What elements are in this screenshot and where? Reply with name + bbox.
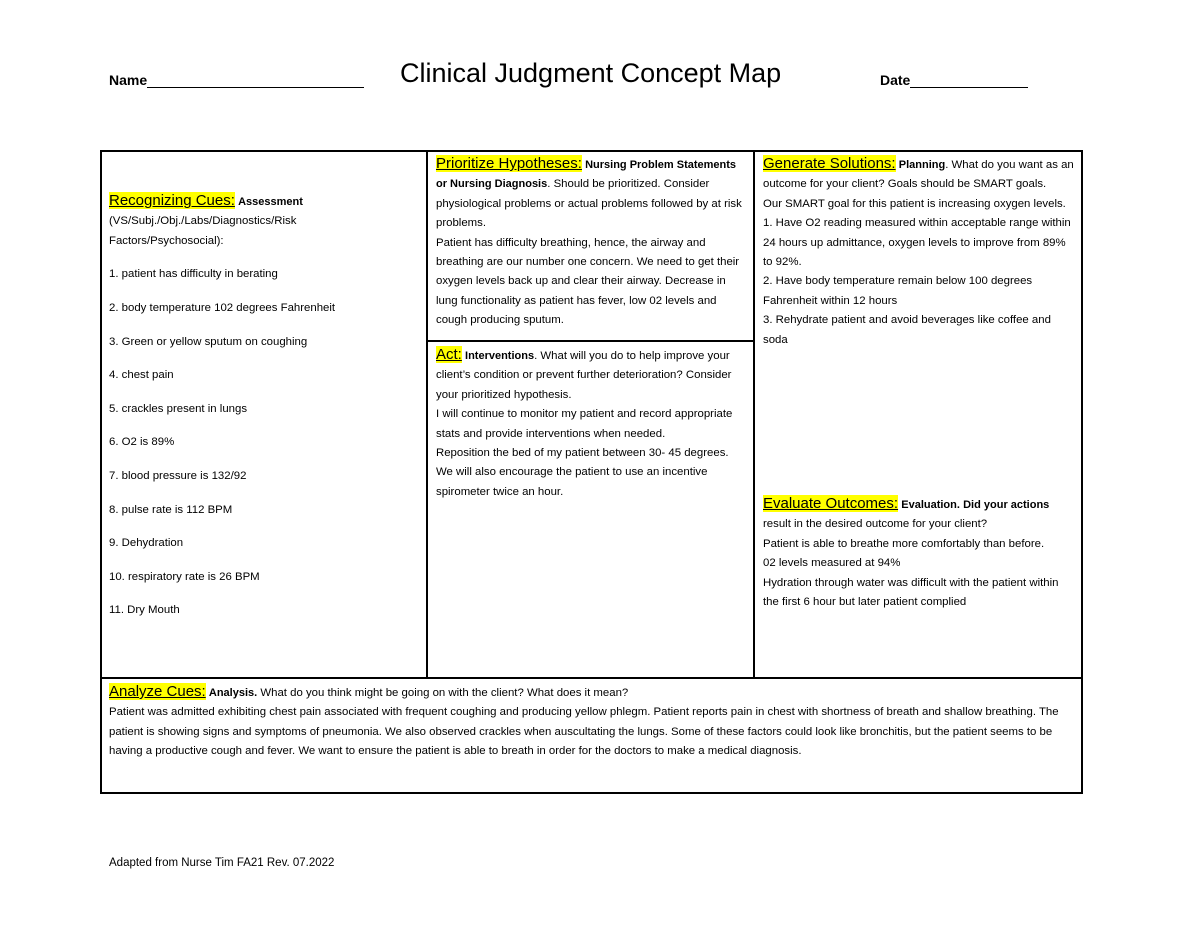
evaluate-desc-bold: Did your actions: [963, 499, 1050, 511]
list-item: 6. O2 is 89%: [109, 436, 175, 449]
date-line: [910, 73, 1028, 88]
page-title: Clinical Judgment Concept Map: [400, 58, 782, 88]
act-sub: Interventions: [465, 350, 535, 362]
analyze-sub: Analysis.: [208, 687, 258, 699]
recognizing-desc: (VS/Subj./Obj./Labs/Diagnostics/Risk Factors/Psychosocial):: [109, 215, 297, 247]
evaluate-sub: Evaluation.: [901, 499, 960, 511]
divider-col-2: [753, 150, 755, 679]
analyze-cues-cell: [109, 682, 1069, 762]
name-line: [147, 73, 364, 88]
act-desc: . What will you do to help improve your client’s condition or prevent further deterioration? Consider your prioritized hypothesis.: [436, 350, 732, 401]
generate-sub: Planning: [898, 159, 946, 171]
list-item: 2. body temperature 102 degrees Fahrenheit: [109, 302, 336, 314]
analyze-body: Patient was admitted exhibiting chest pain associated with frequent coughing and producing yellow phlegm. Patient reports pain in chest with shortness of breath and shallow breathing. The patient is showing signs and symptoms of pneumonia. We also observed crackles when auscultating the lungs. Some of these factors could look like bronchitis, but the patient seems to be having a productive cough and fever. We want to ensure the patient is able to breath in order for the doctors to make a medical diagnosis.: [109, 706, 1059, 758]
generate-line: 3. Rehydrate patient and avoid beverages like coffee and soda: [763, 314, 1051, 346]
recognizing-sub: Assessment: [238, 196, 303, 208]
recognizing-cues-cell: [109, 191, 414, 635]
recognizing-list: [109, 265, 414, 620]
act-cell: [436, 345, 748, 502]
act-line: We will also encourage the patient to use an incentive spirometer twice an hour.: [436, 466, 708, 498]
list-item: 4. chest pain: [109, 369, 174, 382]
divider-row: [100, 677, 1083, 679]
act-heading: Act:: [436, 346, 462, 363]
divider-col-1: [426, 150, 428, 679]
list-item: 8. pulse rate is 112 BPM: [109, 503, 233, 516]
generate-line: 2. Have body temperature remain below 100 degrees Fahrenheit within 12 hours: [763, 275, 1033, 307]
prioritize-heading: Prioritize Hypotheses:: [436, 155, 582, 172]
footer-note: Adapted from Nurse Tim FA21 Rev. 07.2022: [109, 857, 335, 869]
prioritize-sub: Nursing Problem Statements or Nursing Diagnosis: [436, 159, 737, 191]
generate-line: 1. Have O2 reading measured within acceptable range within 24 hours up admittance, oxygen levels to improve from 89% to 92%.: [763, 217, 1071, 269]
name-label: Name: [109, 72, 148, 88]
list-item: 1. patient has difficulty in berating: [109, 268, 278, 281]
analyze-desc: What do you think might be going on with the client? What does it mean?: [257, 687, 629, 699]
prioritize-body: Patient has difficulty breathing, hence, the airway and breathing are our number one concern. We need to get their oxygen levels back up and clear their airway. Decrease in lung functionality as patient has fever, low 02 levels and cough producing sputum.: [436, 236, 740, 327]
list-item: 9. Dehydration: [109, 537, 184, 550]
list-item: 7. blood pressure is 132/92: [109, 469, 247, 482]
recognizing-heading: Recognizing Cues:: [109, 192, 235, 209]
list-item: 5. crackles present in lungs: [109, 402, 248, 415]
evaluate-line: Hydration through water was difficult with the patient within the first 6 hour but later patient complied: [763, 576, 1059, 609]
act-line: Reposition the bed of my patient between 30- 45 degrees.: [436, 447, 729, 460]
prioritize-hypotheses-cell: [436, 154, 748, 331]
name-field: [109, 72, 364, 88]
generate-heading: Generate Solutions:: [763, 155, 896, 172]
evaluate-line: Patient is able to breathe more comfortably than before.: [763, 537, 1045, 550]
evaluate-heading: Evaluate Outcomes:: [763, 495, 899, 512]
evaluate-desc: result in the desired outcome for your client?: [763, 518, 988, 531]
act-line: I will continue to monitor my patient and record appropriate stats and provide interventions when needed.: [436, 408, 733, 440]
date-field: [880, 72, 1028, 88]
evaluate-outcomes-cell: [763, 494, 1075, 612]
list-item: 11. Dry Mouth: [109, 604, 180, 617]
list-item: 10. respiratory rate is 26 BPM: [109, 570, 260, 583]
list-item: 3. Green or yellow sputum on coughing: [109, 335, 308, 348]
prioritize-desc: . Should be prioritized. Consider physiological problems or actual problems followed by at risk problems.: [436, 178, 742, 230]
evaluate-line: 02 levels measured at 94%: [763, 557, 901, 570]
generate-line: Our SMART goal for this patient is increasing oxygen levels.: [763, 197, 1066, 210]
generate-desc: . What do you want as an outcome for your client? Goals should be SMART goals.: [763, 159, 1074, 191]
date-label: Date: [880, 72, 911, 88]
analyze-heading: Analyze Cues:: [109, 683, 206, 700]
generate-solutions-cell: [763, 154, 1075, 350]
divider-mid: [426, 340, 754, 342]
